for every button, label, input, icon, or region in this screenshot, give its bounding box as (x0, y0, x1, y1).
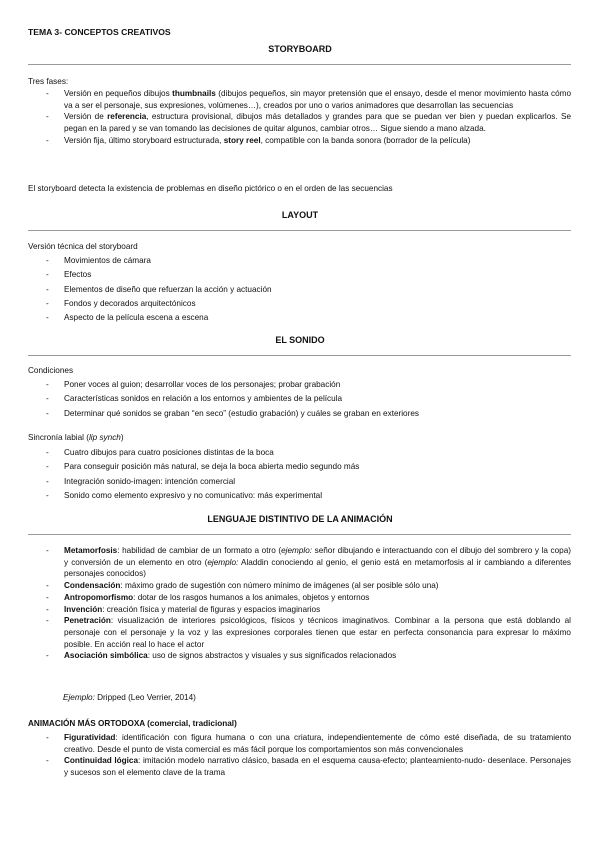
ortodoxa-heading: ANIMACIÓN MÁS ORTODOXA (comercial, tradicional) (28, 719, 237, 728)
list-item: - Para conseguir posición más natural, se deja la boca abierta medio segundo más (46, 460, 571, 474)
list-item: - Figuratividad: identificación con figura humana o con una criatura, independientemente de cómo esté diseñada, de su tratamiento creativo. Desde el punto de vista comercial es más fácil porque los comportamientos son más convencionales (46, 732, 571, 755)
list-item: - Versión en pequeños dibujos thumbnails (dibujos pequeños, sin mayor pretensión que el ensayo, desde el menor movimiento hasta cómo va a ser el personaje, sus expresiones, volúmenes…), creados por uno o varios animadores que desarrollan las secuencias (46, 88, 571, 111)
list-item: - Invención: creación física y material de figuras y espacios imaginarios (46, 604, 571, 616)
list-item: - Fondos y decorados arquitectónicos (46, 297, 571, 311)
storyboard-heading: STORYBOARD (268, 44, 332, 54)
lip-synch-intro: Sincronía labial (lip synch) (28, 433, 124, 442)
list-item: - Metamorfosis: habilidad de cambiar de un formato a otro (ejemplo: señor dibujando e interactuando con el dibujo del sombrero y la copa) y conversión de un elemento en otro (ejemplo: Aladdin conociendo al genio, el genio está en metamorfosis al ir cambiando a diferentes personajes conocidos) (46, 545, 571, 580)
list-item: - Cuatro dibujos para cuatro posiciones distintas de la boca (46, 446, 571, 460)
list-item: - Sonido como elemento expresivo y no comunicativo: más experimental (46, 489, 571, 503)
section-rule (28, 64, 571, 65)
sonido-conditions-list (46, 378, 571, 421)
lip-synch-list (46, 446, 571, 503)
document-title: TEMA 3- CONCEPTOS CREATIVOS (28, 27, 171, 37)
section-rule (28, 534, 571, 535)
storyboard-intro: Tres fases: (28, 77, 69, 86)
layout-intro: Versión técnica del storyboard (28, 242, 138, 251)
list-item: - Características sonidos en relación a los entornos y ambientes de la película (46, 392, 571, 406)
list-item: - Determinar qué sonidos se graban “en seco” (estudio grabación) y cuáles se graban en exteriores (46, 407, 571, 421)
layout-list (46, 254, 571, 325)
list-item: - Aspecto de la película escena a escena (46, 311, 571, 325)
list-item: - Versión de referencia, estructura provisional, dibujos más detallados y grandes para que se puedan ver bien y puedan explicarlos. Se pegan en la pared y se van tomando las decisiones de quitar algunos, cambiar otros… Sigue siendo a mano alzada. (46, 111, 571, 134)
layout-heading: LAYOUT (281, 210, 319, 220)
storyboard-note: El storyboard detecta la existencia de problemas en diseño pictórico o en el orden de las secuencias (28, 184, 393, 193)
list-item: - Efectos (46, 268, 571, 282)
example-line: Ejemplo: Dripped (Leo Verrier, 2014) (63, 693, 196, 702)
lenguaje-heading: LENGUAJE DISTINTIVO DE LA ANIMACIÓN (207, 514, 393, 524)
list-item: - Asociación simbólica: uso de signos abstractos y visuales y sus significados relacionados (46, 650, 571, 662)
list-item: - Poner voces al guion; desarrollar voces de los personajes; probar grabación (46, 378, 571, 392)
list-item: - Elementos de diseño que refuerzan la acción y actuación (46, 283, 571, 297)
list-item: - Integración sonido-imagen: intención comercial (46, 475, 571, 489)
section-rule (28, 355, 571, 356)
list-item: - Penetración: visualización de interiores psicológicos, físicos y técnicos imaginativos. Combinar a la persona que está doblando al personaje con el personaje y la voz y las expresiones corporales tienen que estar en perfecta consonancia para expresar lo máximo posible. En acción real lo hace el actor (46, 615, 571, 650)
storyboard-list (46, 88, 571, 147)
ortodoxa-list (46, 732, 571, 779)
sonido-heading: EL SONIDO (275, 335, 325, 345)
list-item: - Continuidad lógica: imitación modelo narrativo clásico, basada en el esquema causa-efecto; planteamiento-nudo- desenlace. Personajes y sucesos son el elemento clave de la trama (46, 755, 571, 778)
list-item: - Versión fija, último storyboard estructurada, story reel, compatible con la banda sonora (borrador de la película) (46, 135, 571, 147)
list-item: - Movimientos de cámara (46, 254, 571, 268)
list-item: - Antropomorfismo: dotar de los rasgos humanos a los animales, objetos y entornos (46, 592, 571, 604)
lenguaje-list (46, 545, 571, 662)
section-rule (28, 230, 571, 231)
list-item: - Condensación: máximo grado de sugestión con número mínimo de imágenes (al ser posible sólo una) (46, 580, 571, 592)
sonido-conditions-intro: Condiciones (28, 366, 74, 375)
